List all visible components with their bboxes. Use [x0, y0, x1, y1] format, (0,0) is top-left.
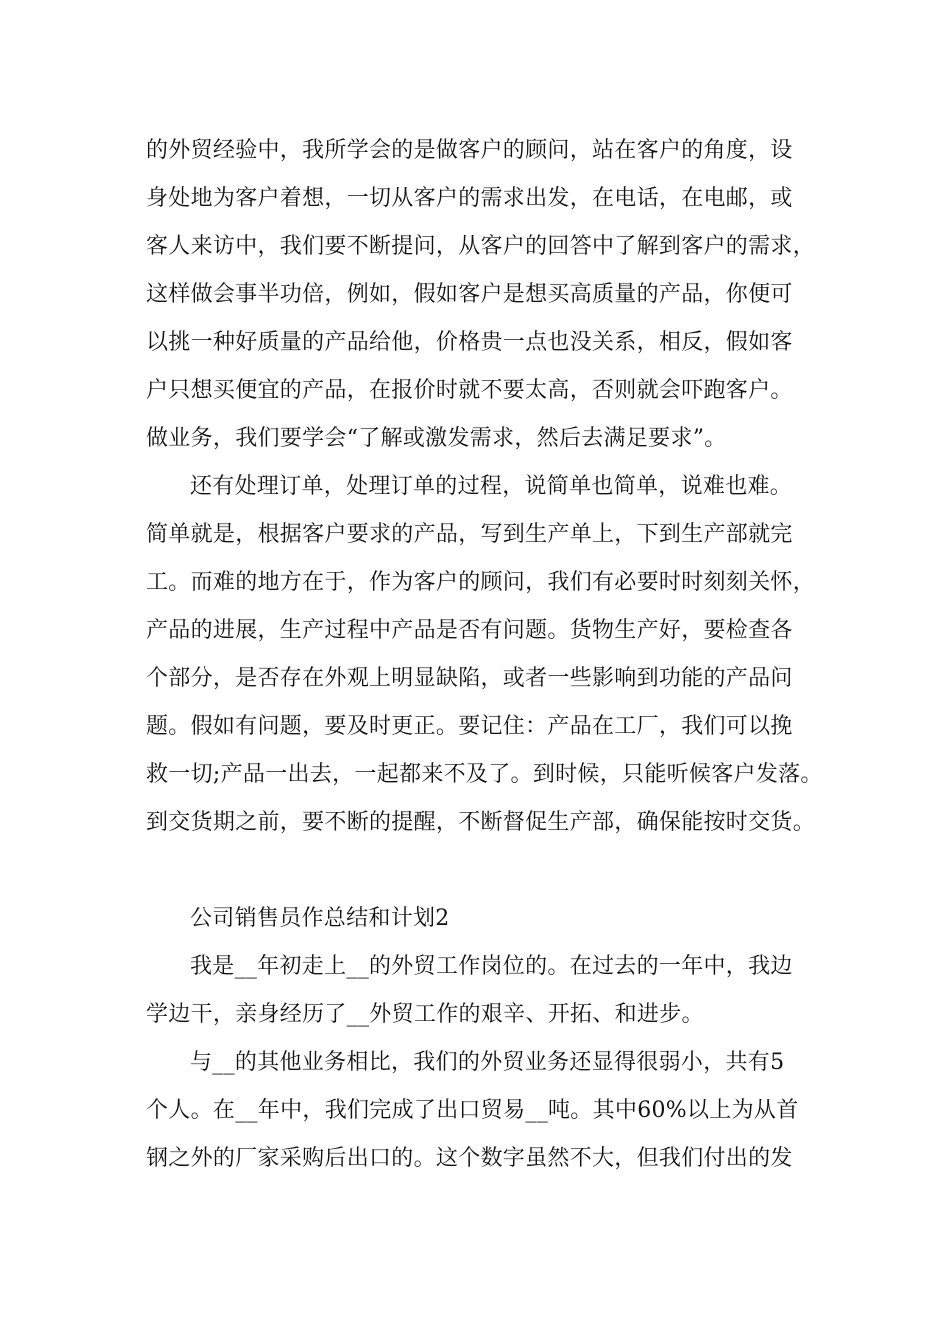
paragraph-line: 身处地为客户着想，一切从客户的需求出发，在电话，在电邮，或: [146, 186, 793, 211]
paragraph-line: 与__的其他业务相比，我们的外贸业务还显得很弱小，共有5: [190, 1050, 785, 1075]
paragraph-line: 个部分，是否存在外观上明显缺陷，或者一些影响到功能的产品问: [146, 666, 793, 691]
paragraph-line: 的外贸经验中，我所学会的是做客户的顾问，站在客户的角度，设: [146, 138, 793, 163]
paragraph-line: 钢之外的厂家采购后出口的。这个数字虽然不大，但我们付出的发: [146, 1146, 793, 1171]
paragraph-line: 我是__年初走上__的外贸工作岗位的。在过去的一年中，我边: [190, 954, 793, 979]
paragraph-line: 户只想买便宜的产品，在报价时就不要太高，否则就会吓跑客户。: [146, 378, 793, 403]
paragraph-line: 产品的进展，生产过程中产品是否有问题。货物生产好，要检查各: [146, 618, 793, 643]
paragraph-line: 以挑一种好质量的产品给他，价格贵一点也没关系，相反，假如客: [146, 330, 793, 355]
paragraph-line: 题。假如有问题，要及时更正。要记住：产品在工厂，我们可以挽: [146, 714, 793, 739]
paragraph-line: 学边干，亲身经历了__外贸工作的艰辛、开拓、和进步。: [146, 1002, 704, 1027]
paragraph-line: 到交货期之前，要不断的提醒，不断督促生产部，确保能按时交货。: [146, 810, 816, 835]
paragraph-line: 救一切;产品一出去，一起都来不及了。到时候，只能听候客户发落。: [146, 762, 823, 787]
paragraph-line: 简单就是，根据客户要求的产品，写到生产单上，下到生产部就完: [146, 522, 793, 547]
paragraph-line: 做业务，我们要学会“了解或激发需求，然后去满足要求”。: [146, 426, 727, 451]
paragraph-line: 还有处理订单，处理订单的过程，说简单也简单，说难也难。: [190, 474, 793, 499]
paragraph-line: 这样做会事半功倍，例如，假如客户是想买高质量的产品，你便可: [146, 282, 793, 307]
paragraph-line: 客人来访中，我们要不断提问，从客户的回答中了解到客户的需求，: [146, 234, 816, 259]
section-heading: 公司销售员作总结和计划2: [190, 906, 450, 931]
paragraph-line: 工。而难的地方在于，作为客户的顾问，我们有必要时时刻刻关怀，: [146, 570, 816, 595]
paragraph-line: 个人。在__年中，我们完成了出口贸易__吨。其中60%以上为从首: [146, 1098, 799, 1123]
